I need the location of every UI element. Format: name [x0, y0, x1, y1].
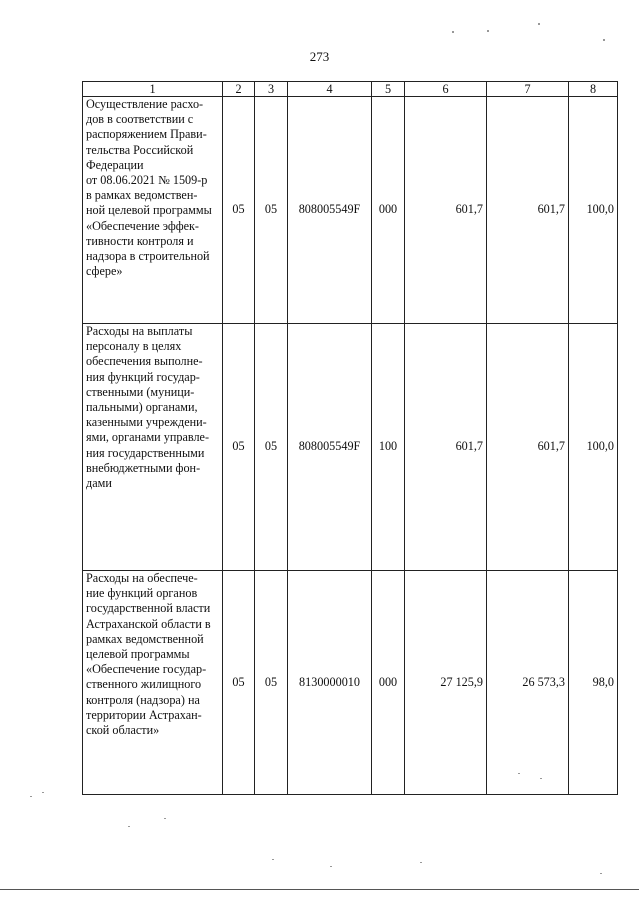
header-cell: 3 [255, 82, 288, 97]
table-row [83, 324, 618, 571]
header-row [83, 82, 618, 97]
scan-speck [42, 792, 44, 793]
execution-percent: 100,0 [569, 324, 618, 571]
scan-speck [540, 778, 542, 779]
header-cell: 7 [487, 82, 569, 97]
header-cell: 5 [372, 82, 405, 97]
section-code: 05 [223, 571, 255, 795]
scan-speck [452, 31, 454, 33]
expense-type-code: 100 [372, 324, 405, 571]
header-cell: 4 [288, 82, 372, 97]
scan-speck [420, 862, 422, 863]
executed-amount: 601,7 [487, 97, 569, 324]
page-number: 273 [309, 49, 330, 64]
target-article-code: 8130000010 [288, 571, 372, 795]
execution-percent: 98,0 [569, 571, 618, 795]
expense-type-code: 000 [372, 97, 405, 324]
scan-speck [330, 866, 332, 867]
target-article-code: 808005549F [288, 97, 372, 324]
expense-type-code: 000 [372, 571, 405, 795]
scan-speck [128, 826, 130, 827]
section-code: 05 [223, 97, 255, 324]
bottom-edge-line [0, 889, 639, 890]
header-cell: 6 [405, 82, 487, 97]
planned-amount: 601,7 [405, 324, 487, 571]
subsection-code: 05 [255, 571, 288, 795]
section-code: 05 [223, 324, 255, 571]
budget-table [82, 81, 618, 795]
scan-speck [30, 796, 32, 797]
subsection-code: 05 [255, 97, 288, 324]
executed-amount: 26 573,3 [487, 571, 569, 795]
scan-speck [538, 23, 540, 25]
scan-speck [164, 818, 166, 819]
executed-amount: 601,7 [487, 324, 569, 571]
row-description: Осуществление расхо- дов в соответствии с распоряжением Прави- тельства Российской Федерации от 08.06.2021 № 1509-р в рамках ведомствен- ной целевой программы «Обеспечение эффек- тивности контроля и надзора в строительной сфере» [83, 97, 223, 324]
scan-speck [600, 873, 602, 874]
table-row [83, 97, 618, 324]
scan-speck [518, 773, 520, 774]
planned-amount: 601,7 [405, 97, 487, 324]
planned-amount: 27 125,9 [405, 571, 487, 795]
execution-percent: 100,0 [569, 97, 618, 324]
table-row [83, 571, 618, 795]
row-description: Расходы на обеспече- ние функций органов государственной власти Астраханской области в рамках ведомственной целевой программы «Обеспечение государ- ственного жилищного контроля (надзора) на территории Астрахан- ской области» [83, 571, 223, 795]
subsection-code: 05 [255, 324, 288, 571]
target-article-code: 808005549F [288, 324, 372, 571]
header-cell: 8 [569, 82, 618, 97]
scan-speck [487, 30, 489, 32]
scan-speck [272, 859, 274, 860]
row-description: Расходы на выплаты персоналу в целях обеспечения выполне- ния функций государ- ственными (муници- пальными) органами, казенными учреждени- ями, органами управле- ния государственными внебюджетными фон- дами [83, 324, 223, 571]
scan-speck [603, 39, 605, 41]
header-cell: 2 [223, 82, 255, 97]
header-cell: 1 [83, 82, 223, 97]
